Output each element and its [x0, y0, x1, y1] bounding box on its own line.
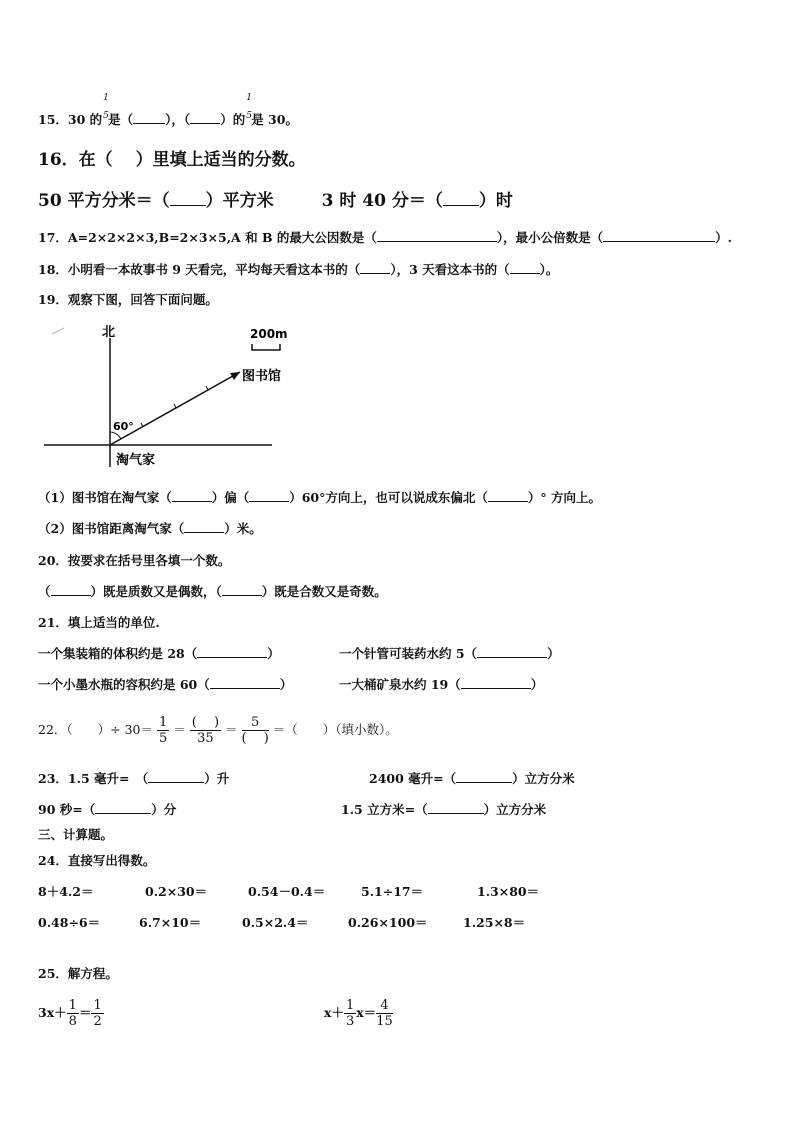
answer-blank[interactable] — [428, 801, 484, 814]
calc-item: 0.5×2.4＝ — [242, 915, 309, 930]
answer-blank[interactable] — [477, 645, 547, 658]
question-25-title: 25．解方程。 — [38, 966, 118, 981]
calc-item: 1.3×80＝ — [477, 884, 540, 899]
calc-item: 8＋4.2＝ — [38, 884, 94, 899]
question-22: 22．（ ）÷ 30＝ $\frac{1}{5}$ ＝ $\frac{( )}{35}$ ＝ $\frac{5}{( )}$ ＝（ ）（填小数）。 — [38, 715, 398, 746]
question-21-title: 21．填上适当的单位. — [38, 615, 160, 630]
fraction-1-5: $\frac{1}{5}$ — [159, 715, 168, 746]
answer-blank[interactable] — [51, 583, 91, 596]
library-label: 图书馆 — [242, 369, 282, 384]
answer-blank[interactable] — [488, 489, 528, 502]
question-16-items: 50 平方分米＝（ ）平方米 3 时 40 分＝（ ）时 — [38, 191, 513, 211]
fraction-1-3: $\frac{1}{3}$ — [345, 998, 355, 1029]
tick — [174, 404, 176, 408]
question-16-title: 16．在（ ）里填上适当的分数。 — [38, 150, 306, 170]
direction-diagram — [40, 322, 300, 472]
question-23-item2: 2400 毫升=（ ）立方分米 — [369, 771, 575, 786]
answer-blank[interactable] — [222, 583, 262, 596]
fraction-blank-35: $\frac{( )}{35}$ — [191, 715, 220, 746]
calc-item: 0.48÷6＝ — [38, 915, 101, 930]
answer-blank[interactable] — [456, 770, 512, 783]
question-21-item2: 一个针管可装药水约 5（ ） — [339, 646, 560, 661]
calc-item: 0.26×100＝ — [348, 915, 428, 930]
fraction-one-fifth: 1 5 — [246, 93, 252, 121]
calc-item: 5.1÷17＝ — [361, 884, 424, 899]
answer-blank[interactable] — [197, 645, 267, 658]
answer-blank[interactable] — [190, 111, 220, 124]
answer-blank[interactable] — [170, 189, 206, 206]
question-21-item1: 一个集装箱的体积约是 28（ ） — [38, 646, 280, 661]
answer-blank[interactable] — [360, 261, 390, 274]
question-17: 17．A=2×2×2×3,B=2×3×5,A 和 B 的最大公因数是（ ），最小公倍数是（ ）. — [38, 230, 733, 245]
scale-bar — [252, 344, 280, 350]
answer-blank[interactable] — [184, 520, 224, 533]
question-23-item1: 23．1.5 毫升= （ ）升 — [38, 771, 230, 786]
question-20-items: （ ）既是质数又是偶数，（ ）既是合数又是奇数。 — [38, 584, 387, 599]
section-3-heading: 三、计算题。 — [38, 827, 114, 842]
answer-blank[interactable] — [510, 261, 540, 274]
north-label: 北 — [102, 325, 116, 340]
equation-1: 3x＋ $\frac{1}{8}$ ＝ $\frac{1}{2}$ — [38, 998, 102, 1029]
answer-blank[interactable] — [249, 489, 289, 502]
scale-label: 200m — [250, 327, 288, 341]
answer-blank[interactable] — [172, 489, 212, 502]
answer-blank[interactable] — [133, 111, 165, 124]
faint-mark — [52, 328, 64, 334]
fraction-5-blank: $\frac{5}{( )}$ — [241, 715, 269, 746]
answer-blank[interactable] — [461, 676, 531, 689]
question-15: 15．30 的 1 5 是（ ），（ ）的 1 5 是 30。 — [38, 93, 298, 127]
answer-blank[interactable] — [377, 229, 497, 242]
fraction-one-fifth: 1 5 — [103, 93, 109, 121]
angle-label: 60° — [113, 420, 134, 433]
question-19-part2: （2）图书馆距离淘气家（ ）米。 — [38, 521, 262, 536]
answer-blank[interactable] — [95, 801, 151, 814]
answer-blank[interactable] — [210, 676, 280, 689]
question-21-item4: 一大桶矿泉水约 19（ ） — [339, 677, 544, 692]
fraction-4-15: $\frac{4}{15}$ — [376, 998, 393, 1029]
question-24-title: 24．直接写出得数。 — [38, 853, 156, 868]
calc-item: 0.2×30＝ — [145, 884, 208, 899]
question-23-item4: 1.5 立方米=（ ）立方分米 — [341, 802, 547, 817]
tick — [206, 386, 208, 390]
answer-blank[interactable] — [443, 189, 479, 206]
home-label: 淘气家 — [116, 453, 156, 468]
equation-2: x＋ $\frac{1}{3}$ x＝ $\frac{4}{15}$ — [324, 998, 393, 1029]
answer-blank[interactable] — [603, 229, 715, 242]
question-23-item3: 90 秒=（ ）分 — [38, 802, 177, 817]
calc-item: 0.54－0.4＝ — [248, 884, 326, 899]
question-19-part1: （1）图书馆在淘气家（ ）偏（ ）60°方向上，也可以说成东偏北（ ）° 方向上。 — [38, 490, 601, 505]
answer-blank[interactable] — [148, 770, 204, 783]
angle-arc — [110, 432, 121, 439]
question-19-title: 19．观察下图，回答下面问题。 — [38, 292, 218, 307]
question-18: 18．小明看一本故事书 9 天看完，平均每天看这本书的（ ），3 天看这本书的（ ）。 — [38, 262, 559, 277]
calc-item: 6.7×10＝ — [139, 915, 202, 930]
calc-item: 1.25×8＝ — [463, 915, 526, 930]
fraction-1-2: $\frac{1}{2}$ — [93, 998, 102, 1029]
question-21-item3: 一个小墨水瓶的容积约是 60（ ） — [38, 677, 293, 692]
question-20-title: 20．按要求在括号里各填一个数。 — [38, 553, 231, 568]
fraction-1-8: $\frac{1}{8}$ — [68, 998, 77, 1029]
library-direction-line — [110, 372, 240, 445]
